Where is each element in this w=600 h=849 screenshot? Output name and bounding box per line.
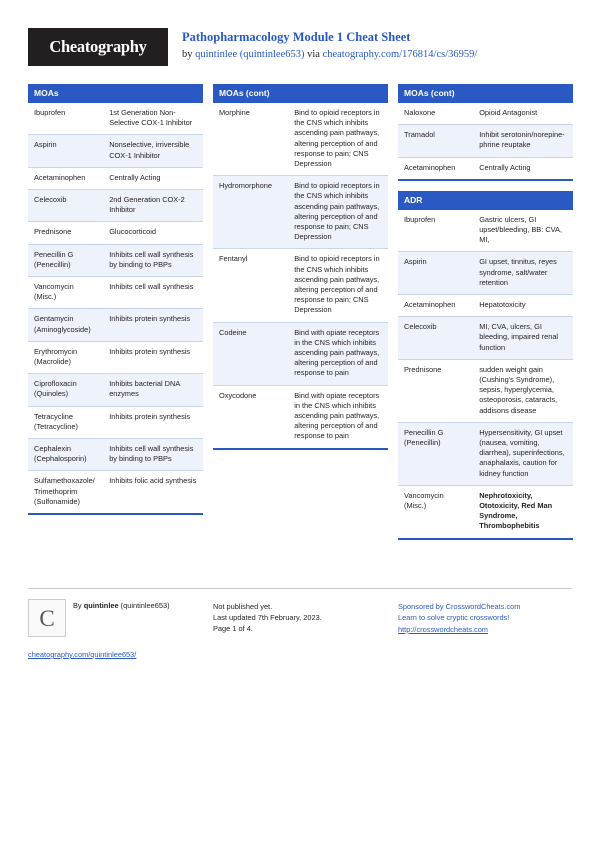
author-byline: [28, 599, 203, 637]
cell-value: Bind with opiate receptors in the CNS which inhibits ascending pain pathways, altering perception of and response to pain: [288, 322, 388, 385]
sponsor-link[interactable]: http://crosswordcheats.com: [398, 625, 488, 634]
cell-value: Bind to opioid receptors in the CNS which inhibits ascending pain pathways, altering perception of and response to pain; CNS Depression: [288, 103, 388, 176]
sponsor-line: Sponsored by CrosswordCheats.com: [398, 602, 521, 611]
status-line: Page 1 of 4.: [213, 624, 253, 633]
cell-key: Erythromycin (Macrolide): [28, 341, 103, 373]
cell-value: Inhibits protein synthesis: [103, 309, 203, 341]
cell-key: Gentamycin (Aminoglycoside): [28, 309, 103, 341]
cell-key: Prednisone: [28, 222, 103, 244]
cell-value: Hepatotoxicity: [473, 295, 573, 317]
card-moas-cont-1: [213, 84, 388, 450]
byline: [182, 47, 477, 62]
table-row: [28, 103, 203, 135]
cell-key: Acetaminophen: [28, 167, 103, 189]
cell-key: Celecoxib: [28, 190, 103, 222]
cell-value: Inhibits protein synthesis: [103, 341, 203, 373]
cell-value: 2nd Generation COX-2 Inhibitor: [103, 190, 203, 222]
by-author: quintinlee: [83, 601, 119, 610]
cell-key: Cephalexin (Cephalosporin): [28, 439, 103, 471]
avatar-letter: C: [39, 605, 55, 631]
cell-value: Gastric ulcers, GI upset/bleeding, BB: CVA, MI,: [473, 210, 573, 252]
cell-key: Vancomycin (Misc.): [398, 485, 473, 538]
card-moas: [28, 84, 203, 515]
moas-cont-table: [213, 103, 388, 450]
cell-value: Glucocorticoid: [103, 222, 203, 244]
cell-key: Acetaminophen: [398, 295, 473, 317]
source-url-link[interactable]: cheatography.com/176814/cs/36959/: [322, 49, 478, 60]
cell-key: Tetracycline (Tetracycline): [28, 406, 103, 438]
cell-key: Aspirin: [28, 135, 103, 167]
byline-prefix: by: [182, 49, 196, 60]
cell-value: Centrally Acting: [473, 157, 573, 180]
cell-key: Aspirin: [398, 252, 473, 295]
cell-key: Vancomycin (Misc.): [28, 277, 103, 309]
card-moas-cont-2: [398, 84, 573, 181]
table-row: [28, 244, 203, 276]
table-row: [213, 322, 388, 385]
cell-value: Hypersensitivity, GI upset (nausea, vomiting, diarrhea), superinfections, anaphalaxis, caution for kidney function: [473, 422, 573, 485]
moas-cont2-table: [398, 103, 573, 181]
by-label: By: [73, 601, 84, 610]
table-row: [398, 359, 573, 422]
cell-value: Inhibits cell wall synthesis by binding to PBPs: [103, 439, 203, 471]
cell-value: Inhibits cell wall synthesis: [103, 277, 203, 309]
cell-key: Sulfamethoxazole/Trimethoprim (Sulfonamide): [28, 471, 103, 514]
cell-key: Penecillin G (Penecillin): [28, 244, 103, 276]
table-row: [213, 103, 388, 176]
cell-key: Penecillin G (Penecillin): [398, 422, 473, 485]
footer-author: [28, 599, 203, 660]
cell-value: Centrally Acting: [103, 167, 203, 189]
cell-key: Tramadol: [398, 125, 473, 157]
cell-value: Inhibits protein synthesis: [103, 406, 203, 438]
page-header: [28, 28, 572, 70]
author-text: [73, 599, 170, 611]
table-row: [28, 190, 203, 222]
table-row: [28, 277, 203, 309]
table-row: [28, 222, 203, 244]
table-row: [398, 485, 573, 538]
card-title: MOAs (cont): [398, 84, 573, 103]
table-row: [28, 309, 203, 341]
profile-link[interactable]: cheatography.com/quintinlee653/: [28, 650, 137, 659]
table-row: [28, 135, 203, 167]
table-row: [28, 471, 203, 514]
cheatography-logo[interactable]: [28, 28, 168, 66]
cell-value: Inhibit serotonin/norepine-phrine reuptake: [473, 125, 573, 157]
cell-key: Acetaminophen: [398, 157, 473, 180]
table-row: [28, 406, 203, 438]
column-1: [28, 84, 203, 550]
card-title: MOAs: [28, 84, 203, 103]
status-line: Last updated 7th February, 2023.: [213, 613, 322, 622]
page-footer: [28, 588, 572, 660]
cell-key: Fentanyl: [213, 249, 288, 322]
cell-value: 1st Generation Non-Selective COX-1 Inhibitor: [103, 103, 203, 135]
avatar: [28, 599, 66, 637]
table-row: [398, 125, 573, 157]
author-link[interactable]: quintinlee (quintinlee653): [195, 49, 305, 60]
table-row: [28, 167, 203, 189]
cell-value: GI upset, tinnitus, reyes syndrome, salt/water retention: [473, 252, 573, 295]
card-title: ADR: [398, 191, 573, 210]
table-row: [398, 157, 573, 180]
cell-value: Bind to opioid receptors in the CNS which inhibits ascending pain pathways, altering perception of and response to pain; CNS Depression: [288, 249, 388, 322]
card-title: MOAs (cont): [213, 84, 388, 103]
by-handle: (quintinlee653): [118, 601, 170, 610]
cell-value: Nephrotoxicity, Ototoxicity, Red Man Syndrome, Thrombophebitis: [473, 485, 573, 538]
logo-text: Cheatography: [49, 37, 147, 56]
table-row: [28, 374, 203, 406]
card-adr: [398, 191, 573, 540]
cell-value: sudden weight gain (Cushing's Syndrome), sepsis, hyperglycemia, osteoporosis, cataracts, addisons disease: [473, 359, 573, 422]
cell-key: Ibuprofen: [28, 103, 103, 135]
table-row: [398, 295, 573, 317]
table-row: [398, 252, 573, 295]
table-row: [213, 176, 388, 249]
footer-status: [213, 599, 388, 660]
cell-key: Hydromorphone: [213, 176, 288, 249]
cell-key: Codeine: [213, 322, 288, 385]
table-row: [28, 341, 203, 373]
status-line: Not published yet.: [213, 602, 273, 611]
cell-key: Prednisone: [398, 359, 473, 422]
adr-table: [398, 210, 573, 540]
content-columns: [28, 84, 572, 550]
byline-mid: via: [304, 49, 323, 60]
sponsor-line: Learn to solve cryptic crosswords!: [398, 613, 510, 622]
cell-key: Naloxone: [398, 103, 473, 125]
moas-table: [28, 103, 203, 515]
cell-key: Morphine: [213, 103, 288, 176]
cell-value: Bind with opiate receptors in the CNS which inhibits ascending pain pathways, altering perception of and response to pain: [288, 385, 388, 449]
page-title: Pathopharmacology Module 1 Cheat Sheet: [182, 30, 411, 44]
footer-sponsor: [398, 599, 573, 660]
title-block: [182, 28, 477, 62]
table-row: [398, 210, 573, 252]
column-3: [398, 84, 573, 550]
cell-value: Nonselective, irriversible COX-1 Inhibitor: [103, 135, 203, 167]
cell-value: Opioid Antagonist: [473, 103, 573, 125]
table-row: [398, 422, 573, 485]
table-row: [28, 439, 203, 471]
table-row: [213, 385, 388, 449]
cell-key: Oxycodone: [213, 385, 288, 449]
cell-value: Bind to opioid receptors in the CNS which inhibits ascending pain pathways, altering perception of and response to pain; CNS Depression: [288, 176, 388, 249]
column-2: [213, 84, 388, 550]
cell-value: Inhibits folic acid synthesis: [103, 471, 203, 514]
cell-value: MI, CVA, ulcers, GI bleeding, impaired renal function: [473, 317, 573, 360]
cell-key: Ciprofloxacin (Quinoles): [28, 374, 103, 406]
cell-value: Inhibits cell wall synthesis by binding to PBPs: [103, 244, 203, 276]
cell-value: Inhibits bacterial DNA enzymes: [103, 374, 203, 406]
table-row: [398, 317, 573, 360]
cell-key: Ibuprofen: [398, 210, 473, 252]
table-row: [398, 103, 573, 125]
table-row: [213, 249, 388, 322]
cell-key: Celecoxib: [398, 317, 473, 360]
